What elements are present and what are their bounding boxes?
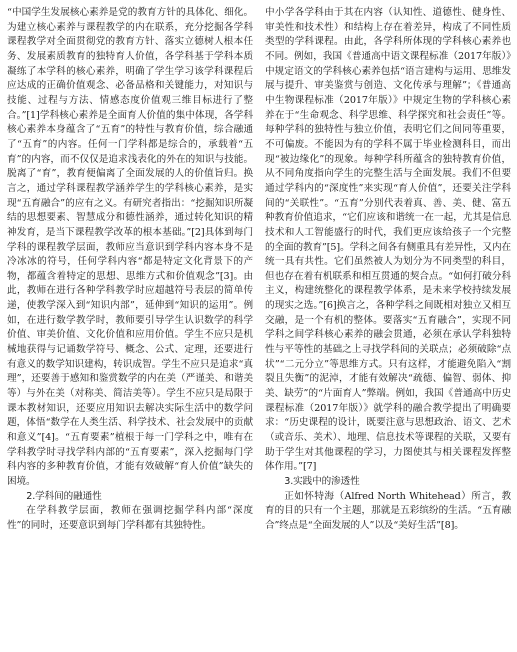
right-column [265, 6, 511, 646]
paragraph-subject-differences: 中小学各学科由于其在内容（认知性、道德性、健身性、审美性和技术性）和结构上存在着差异，构成了不同性质类型的学科课程。由此，各学科所体现的学科核心素养也不同。例如，我国《普通高中语文课程标准（2017年版）》中规定语文的学科核心素养包括“语言建构与运用、思维发展与提升、审美鉴赏与创造、文化传承与理解”；《普通高中生物课程标准（2017年版）》中规定生物的学科核心素养在于“生命观念、科学思维、科学探究和社会责任”等。每种学科的独特性与独立价值，表明它们之间同等重要，不可偏废。不能因为有的学科不属于毕业检测科目，而出现“被边缘化”的现象。每种学科所蕴含的独特教育价值，从不同角度指向学生的完整生活与全面发展。我们不但要通过学科内的“深度性”来实现“育人价值”，还要关注学科间的“关联性”。“五育”分别代表着真、善、美、健、富五种教育价值追求，“它们应该和谐统一在一起，尤其是信息技术和人工智能盛行的时代，我们更应该给孩子一个完整的全面的教育”[5]。学科之间各有侧重具有差异性，又内在统一具有共性。它们虽然被人为划分为不同类型的科目，但也存在着有机联系和相互贯通的契合点。“如何打破分科主义，构建统整化的课程教学体系，是未来学校持续发展的现实之选。”[6]换言之，各种学科之间既相对独立又相互交融，是一个有机的整体。要落实“五育融合”，实现不同学科之间学科核心素养的融会贯通，必须在承认学科独特性与平等性的基础之上寻找学科间的关联点；必须破除“点状”“二元分立”等思维方式。只有这样，才能避免陷入“割裂且失衡”的泥淖，才能有效解决“疏德、偏智、弱体、抑美、缺劳”的“片面育人”弊端。例如，我国《普通高中历史课程标准（2017年版）》就学科的融合教学提出了明确要求：“历史课程的设计，既要注意与思想政治、语文、艺术（或音乐、美术）、地理、信息技术等课程的关联，又要有助于学生对其他课程的学习，力图使其与相关课程发挥整体作用。”[7] [265, 7, 511, 473]
paragraph-practice-intro: 正如怀特海（Alfred North Whitehead）所言，教育的目的只有一个主题，那就是五彩缤纷的生活。“五育融合”终点是“全面发展的人”以及“美好生活”[8]。 [265, 490, 511, 531]
section-heading-practice: 3.实践中的渗透性 [284, 476, 360, 487]
section-heading-interdisciplinary: 2.学科间的融通性 [26, 490, 102, 502]
two-column-body [7, 6, 511, 646]
paragraph-interdisciplinary-intro: 在学科教学层面，教师在强调挖掘学科内部“深度性”的同时，还要意识到每门学科都有其独特性。 [7, 505, 253, 531]
left-column [7, 6, 253, 646]
paragraph-core-literacy: “中国学生发展核心素养是党的教育方针的具体化、细化。为建立核心素养与课程教学的内在联系，充分挖掘各学科课程教学对全面贯彻党的教育方针、落实立德树人根本任务、发展素质教育的独特育人价值，各学科基于学科本质凝练了本学科的核心素养，明确了学生学习该学科课程后应达成的正确价值观念、必备品格和关键能力，对知识与技能、过程与方法、情感态度价值观三维目标进行了整合。”[1]学科核心素养是全面育人价值的集中体现，各学科核心素养本身蕴含了“五育”的特性与教育价值，综合融通了“五育”的内容。任何一门学科都是综合的，承载着“五育”的内容，而不仅仅是追求浅表化的外在的知识与技能。脱离了“育”，教育便偏离了全面发展的人的价值旨归。换言之，通过学科课程教学涵养学生的学科核心素养，是实现“五育融合”的应有之义。有研究者指出：“挖掘知识所凝结的思想要素、智慧成分和德性涵养，通过转化知识的精神发育，是当下课程教学改革的根本基础。”[2]具体到每门学科的课程教学层面，教师应当意识到学科内容本身不是冷冰冰的符号，任何学科内容“都是特定文化背景下的产物，都蕴含着特定的思想、思维方式和价值观念”[3]。由此，教师在进行各种学科教学时应超越符号表层的简单传递，使教学深入到“知识内部”，延伸到“知识的运用”。例如，在进行数学教学时，教师要引导学生认识数学的科学价值、审美价值、文化价值和应用价值。学生不应只是机械地获得与记诵数学符号、概念、公式、定理，还要进行有意义的数学知识建构，转识成智。学生不应只是追求“真理”，还要善于感知和鉴赏数学的内在美（严谨美、和谐美等）与外在美（对称美、简洁美等）。学生不应只是局限于课本教材知识，还要应用知识去解决实际生活中的数学问题，体悟“数学在人类生活、科学技术、社会发展中的贡献和意义”[4]。“五育要素”植根于每一门学科之中，唯有在学科教学时寻找学科内部的“五育要素”，深入挖掘每门学科内容的多种教育价值，才能有效破解“育人价值”缺失的困境。 [7, 7, 253, 487]
